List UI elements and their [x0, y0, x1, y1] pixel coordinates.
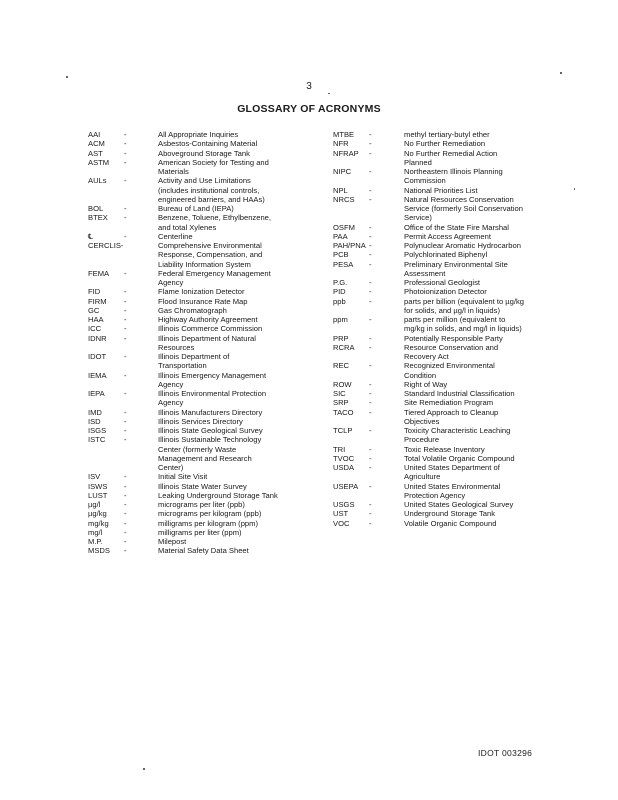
- separator-dash: -: [369, 296, 372, 306]
- acronym: ISTC: [88, 435, 106, 445]
- glossary-entry: [88, 334, 298, 353]
- acronym: NFR: [333, 139, 349, 149]
- definition: Tiered Approach to Cleanup Objectives: [404, 407, 499, 426]
- definition: Activity and Use Limitations (includes institutional controls, engineered barriers, and HAAs): [158, 176, 265, 204]
- separator-dash: -: [369, 361, 372, 371]
- glossary-entry: [333, 398, 548, 407]
- acronym: ASTM: [88, 157, 110, 167]
- glossary-entry: [88, 389, 298, 408]
- glossary-entry: [88, 287, 298, 296]
- separator-dash: -: [369, 139, 372, 149]
- acronym: BOL: [88, 204, 104, 213]
- separator-dash: -: [124, 518, 127, 528]
- acronym: BTEX: [88, 213, 108, 223]
- acronym: ppb: [333, 296, 346, 306]
- separator-dash: -: [124, 500, 127, 509]
- separator-dash: -: [369, 287, 372, 297]
- glossary-entry: [333, 500, 548, 509]
- acronym: HAA: [88, 315, 104, 324]
- glossary-entry: [333, 149, 548, 168]
- acronym: PRP: [333, 333, 349, 343]
- separator-dash: -: [369, 407, 372, 417]
- definition: Bureau of Land (IEPA): [158, 204, 234, 213]
- glossary-entry: [333, 426, 548, 445]
- glossary-entry: [333, 232, 548, 241]
- glossary-entry: [88, 352, 298, 371]
- acronym: ISD: [88, 416, 101, 426]
- glossary-right-column: [333, 130, 548, 528]
- separator-dash: -: [124, 324, 127, 334]
- glossary-entry: [333, 287, 548, 296]
- definition: micrograms per liter (ppb): [158, 500, 245, 509]
- definition: Illinois Sustainable Technology Center (formerly Waste Management and Research Center): [158, 435, 262, 472]
- definition: Illinois Services Directory: [158, 416, 243, 426]
- separator-dash: -: [124, 435, 127, 445]
- glossary-entry: [88, 176, 298, 204]
- definition: Aboveground Storage Tank: [158, 148, 250, 158]
- acronym: ROW: [333, 379, 352, 389]
- glossary-entry: [88, 371, 298, 390]
- definition: Milepost: [158, 537, 187, 546]
- glossary-entry: [88, 417, 298, 426]
- definition: Natural Resources Conservation Service (formerly Soil Conservation Service): [404, 194, 524, 223]
- separator-dash: -: [369, 130, 372, 139]
- glossary-entry: [333, 250, 548, 259]
- separator-dash: -: [369, 148, 372, 158]
- separator-dash: -: [369, 379, 372, 389]
- acronym: µg/l: [88, 500, 101, 509]
- glossary-entry: [88, 297, 298, 306]
- acronym: LUST: [88, 490, 108, 500]
- glossary-entry: [333, 139, 548, 148]
- separator-dash: -: [369, 167, 372, 176]
- separator-dash: -: [369, 185, 372, 195]
- separator-dash: -: [369, 342, 372, 352]
- page-title: GLOSSARY OF ACRONYMS: [237, 103, 381, 115]
- definition: United States Environmental Protection Agency: [404, 481, 501, 500]
- glossary-entry: [333, 389, 548, 398]
- separator-dash: -: [124, 213, 127, 223]
- definition: Underground Storage Tank: [404, 509, 496, 519]
- glossary-entry: [333, 167, 548, 186]
- acronym: AST: [88, 148, 103, 158]
- definition: All Appropriate Inquiries: [158, 130, 239, 139]
- scan-speck: [328, 93, 330, 94]
- separator-dash: -: [369, 241, 372, 250]
- acronym: ICC: [88, 324, 102, 334]
- definition: Federal Emergency Management Agency: [158, 268, 271, 287]
- acronym: FEMA: [88, 268, 110, 278]
- definition: Illinois Department of Transportation: [158, 352, 230, 371]
- separator-dash: -: [124, 157, 127, 167]
- glossary-entry: [88, 528, 298, 537]
- definition: No Further Remedial Action Planned: [404, 148, 498, 167]
- definition: parts per billion (equivalent to µg/kg for solids, and µg/l in liquids): [404, 296, 525, 315]
- separator-dash: -: [124, 490, 127, 500]
- definition: parts per million (equivalent to mg/kg in solids, and mg/l in liquids): [404, 315, 522, 334]
- glossary-entry: [333, 241, 548, 250]
- definition: No Further Remediation: [404, 139, 486, 149]
- definition: Preliminary Environmental Site Assessment: [404, 259, 508, 278]
- glossary-entry: [333, 223, 548, 232]
- definition: Northeastern Illinois Planning Commission: [404, 167, 503, 186]
- definition: Material Safety Data Sheet: [158, 546, 249, 556]
- definition: Toxicity Characteristic Leaching Procedure: [404, 426, 511, 445]
- glossary-entry: [333, 380, 548, 389]
- acronym: IMD: [88, 407, 102, 417]
- acronym: µg/kg: [88, 509, 107, 519]
- acronym: CERCLIS-: [88, 241, 124, 250]
- separator-dash: -: [369, 259, 372, 269]
- glossary-entry: [333, 130, 548, 139]
- separator-dash: -: [369, 315, 372, 324]
- separator-dash: -: [124, 148, 127, 158]
- separator-dash: -: [124, 407, 127, 417]
- glossary-entry: [88, 408, 298, 417]
- definition: Photoionization Detector: [404, 287, 487, 297]
- acronym: PCB: [333, 250, 349, 260]
- acronym: RCRA: [333, 342, 355, 352]
- glossary-entry: [88, 232, 298, 241]
- acronym: UST: [333, 509, 349, 519]
- acronym: TRI: [333, 444, 346, 454]
- glossary-entry: [333, 509, 548, 518]
- acronym: IEMA: [88, 370, 107, 380]
- glossary-entry: [88, 509, 298, 518]
- separator-dash: -: [124, 231, 127, 241]
- definition: Illinois Commerce Commission: [158, 324, 263, 334]
- separator-dash: -: [369, 250, 372, 260]
- page-number: 3: [306, 81, 312, 92]
- definition: Flame Ionization Detector: [158, 287, 245, 297]
- definition: milligrams per liter (ppm): [158, 527, 242, 537]
- definition: United States Department of Agriculture: [404, 463, 500, 482]
- glossary-entry: [88, 149, 298, 158]
- glossary-entry: [88, 315, 298, 324]
- acronym: USEPA: [333, 481, 359, 491]
- definition: Benzene, Toluene, Ethylbenzene, and total Xylenes: [158, 213, 272, 232]
- definition: Total Volatile Organic Compound: [404, 453, 515, 463]
- glossary-entry: [88, 426, 298, 435]
- definition: Polychlorinated Biphenyl: [404, 250, 488, 260]
- separator-dash: -: [124, 352, 127, 361]
- glossary-entry: [88, 537, 298, 546]
- glossary-entry: [333, 343, 548, 362]
- separator-dash: -: [124, 527, 127, 537]
- separator-dash: -: [369, 463, 372, 472]
- glossary-entry: [88, 213, 298, 232]
- definition: Volatile Organic Compound: [404, 518, 497, 528]
- acronym: ISGS: [88, 426, 107, 435]
- definition: Office of the State Fire Marshal: [404, 222, 509, 232]
- scan-speck: [574, 188, 575, 190]
- glossary-entry: [88, 546, 298, 555]
- acronym: ℄: [88, 231, 93, 241]
- acronym: TCLP: [333, 426, 353, 435]
- separator-dash: -: [124, 139, 127, 149]
- definition: Permit Access Agreement: [404, 231, 491, 241]
- definition: Polynuclear Aromatic Hydrocarbon: [404, 241, 521, 250]
- glossary-entry: [333, 519, 548, 528]
- glossary-entry: [88, 482, 298, 491]
- definition: micrograms per kilogram (ppb): [158, 509, 262, 519]
- glossary-entry: [88, 306, 298, 315]
- glossary-entry: [88, 269, 298, 288]
- acronym: PID: [333, 287, 346, 297]
- glossary-entry: [333, 482, 548, 501]
- separator-dash: -: [124, 176, 127, 186]
- separator-dash: -: [124, 333, 127, 343]
- separator-dash: -: [369, 398, 372, 408]
- glossary-entry: [333, 195, 548, 223]
- bates-number: IDOT 003296: [478, 748, 533, 758]
- separator-dash: -: [369, 426, 372, 435]
- separator-dash: -: [124, 204, 127, 213]
- separator-dash: -: [369, 518, 372, 528]
- glossary-entry: [333, 408, 548, 427]
- glossary-entry: [88, 130, 298, 139]
- separator-dash: -: [369, 333, 372, 343]
- definition: Resource Conservation and Recovery Act: [404, 342, 499, 361]
- separator-dash: -: [124, 537, 127, 546]
- separator-dash: -: [369, 231, 372, 241]
- definition: Illinois State Water Survey: [158, 481, 247, 491]
- definition: Illinois Manufacturers Directory: [158, 407, 263, 417]
- separator-dash: -: [124, 296, 127, 306]
- definition: Illinois Department of Natural Resources: [158, 333, 256, 352]
- acronym: ppm: [333, 315, 348, 324]
- separator-dash: -: [369, 444, 372, 454]
- separator-dash: -: [124, 287, 127, 297]
- separator-dash: -: [124, 268, 127, 278]
- separator-dash: -: [124, 472, 127, 482]
- acronym: IDOT: [88, 352, 107, 361]
- glossary-entry: [333, 361, 548, 380]
- definition: Toxic Release Inventory: [404, 444, 485, 454]
- scan-speck: [560, 72, 562, 74]
- acronym: mg/l: [88, 527, 103, 537]
- definition: Initial Site Visit: [158, 472, 208, 482]
- separator-dash: -: [369, 481, 372, 491]
- acronym: AAI: [88, 130, 101, 139]
- glossary-entry: [333, 315, 548, 334]
- separator-dash: -: [369, 453, 372, 463]
- acronym: GC: [88, 305, 100, 315]
- separator-dash: -: [124, 426, 127, 435]
- acronym: NIPC: [333, 167, 352, 176]
- definition: Site Remediation Program: [404, 398, 494, 408]
- separator-dash: -: [124, 370, 127, 380]
- separator-dash: -: [124, 130, 127, 139]
- separator-dash: -: [124, 315, 127, 324]
- separator-dash: -: [369, 194, 372, 204]
- acronym: P.G.: [333, 278, 348, 287]
- acronym: SIC: [333, 389, 346, 398]
- acronym: NRCS: [333, 194, 355, 204]
- acronym: ISV: [88, 472, 101, 482]
- definition: Highway Authority Agreement: [158, 315, 258, 324]
- acronym: AULs: [88, 176, 107, 186]
- definition: Leaking Underground Storage Tank: [158, 490, 278, 500]
- acronym: IDNR: [88, 333, 107, 343]
- definition: milligrams per kilogram (ppm): [158, 518, 259, 528]
- acronym: REC: [333, 361, 350, 371]
- glossary-entry: [333, 278, 548, 287]
- glossary-entry: [88, 519, 298, 528]
- separator-dash: -: [124, 481, 127, 491]
- definition: Comprehensive Environmental Response, Compensation, and Liability Information System: [158, 241, 263, 269]
- glossary-entry: [88, 435, 298, 472]
- acronym: IEPA: [88, 389, 105, 398]
- glossary-entry: [88, 158, 298, 177]
- scan-speck: [66, 76, 68, 78]
- definition: Flood Insurance Rate Map: [158, 296, 248, 306]
- acronym: TVOC: [333, 453, 355, 463]
- separator-dash: -: [369, 278, 372, 287]
- separator-dash: -: [124, 546, 127, 556]
- glossary-entry: [88, 139, 298, 148]
- acronym: OSFM: [333, 222, 355, 232]
- definition: Centerline: [158, 231, 193, 241]
- separator-dash: -: [124, 509, 127, 519]
- definition: National Priorities List: [404, 185, 478, 195]
- glossary-entry: [88, 324, 298, 333]
- definition: Right of Way: [404, 379, 448, 389]
- glossary-entry: [88, 491, 298, 500]
- definition: methyl tertiary-butyl ether: [404, 130, 490, 139]
- separator-dash: -: [369, 389, 372, 398]
- separator-dash: -: [124, 416, 127, 426]
- acronym: PESA: [333, 259, 354, 269]
- acronym: ACM: [88, 139, 105, 149]
- definition: Illinois State Geological Survey: [158, 426, 263, 435]
- definition: American Society for Testing and Materials: [158, 157, 269, 176]
- glossary-entry: [333, 297, 548, 316]
- scan-speck: [143, 768, 145, 770]
- definition: Potentially Responsible Party: [404, 333, 503, 343]
- acronym: SRP: [333, 398, 349, 408]
- glossary-entry: [88, 204, 298, 213]
- glossary-entry: [333, 454, 548, 463]
- acronym: FID: [88, 287, 101, 297]
- glossary-entry: [88, 241, 298, 269]
- glossary-entry: [333, 334, 548, 343]
- definition: Professional Geologist: [404, 278, 480, 287]
- acronym: NFRAP: [333, 148, 359, 158]
- glossary-entry: [88, 500, 298, 509]
- acronym: USDA: [333, 463, 355, 472]
- separator-dash: -: [369, 222, 372, 232]
- glossary-entry: [333, 463, 548, 482]
- acronym: ISWS: [88, 481, 108, 491]
- separator-dash: -: [124, 305, 127, 315]
- glossary-entry: [333, 260, 548, 279]
- separator-dash: -: [124, 389, 127, 398]
- acronym: PAA: [333, 231, 348, 241]
- glossary-entry: [333, 445, 548, 454]
- acronym: NPL: [333, 185, 348, 195]
- acronym: VOC: [333, 518, 350, 528]
- definition: Asbestos-Containing Material: [158, 139, 258, 149]
- definition: Illinois Environmental Protection Agency: [158, 389, 267, 408]
- glossary-left-column: [88, 130, 298, 556]
- acronym: TACO: [333, 407, 354, 417]
- definition: Recognized Environmental Condition: [404, 361, 495, 380]
- definition: Standard Industrial Classification: [404, 389, 515, 398]
- acronym: M.P.: [88, 537, 103, 546]
- glossary-entry: [88, 472, 298, 481]
- definition: Illinois Emergency Management Agency: [158, 370, 267, 389]
- glossary-entry: [333, 186, 548, 195]
- separator-dash: -: [369, 500, 372, 509]
- acronym: PAH/PNA: [333, 241, 366, 250]
- acronym: USGS: [333, 500, 355, 509]
- definition: Gas Chromatograph: [158, 305, 227, 315]
- separator-dash: -: [369, 509, 372, 519]
- definition: United States Geological Survey: [404, 500, 514, 509]
- acronym: MTBE: [333, 130, 355, 139]
- acronym: FIRM: [88, 296, 107, 306]
- acronym: MSDS: [88, 546, 110, 556]
- acronym: mg/kg: [88, 518, 109, 528]
